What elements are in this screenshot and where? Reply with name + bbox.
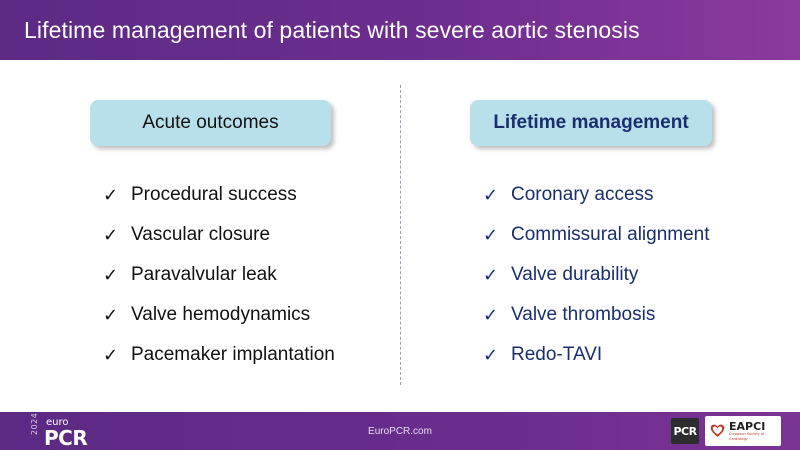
list-item: [103, 335, 335, 375]
checkmark-icon: ✓: [483, 264, 499, 286]
footer-bar: [0, 412, 800, 450]
title-bar: [0, 0, 800, 60]
eapci-label: EAPCI: [729, 419, 766, 433]
column-divider: [400, 85, 401, 385]
checkmark-icon: ✓: [483, 184, 499, 206]
pcr-badge[interactable]: PCR: [671, 418, 699, 444]
heart-icon: [709, 422, 726, 440]
logo-brand: PCR: [44, 426, 88, 450]
list-item-label: Paravalvular leak: [131, 264, 277, 285]
list-item-label: Coronary access: [511, 184, 654, 205]
list-item: [483, 175, 710, 215]
checkmark-icon: ✓: [103, 184, 119, 206]
list-item: [483, 215, 710, 255]
list-item-label: Valve durability: [511, 264, 639, 285]
page-title: Lifetime management of patients with severe aortic stenosis: [24, 16, 640, 43]
list-item-label: Pacemaker implantation: [131, 344, 335, 365]
acute-outcomes-heading: Acute outcomes: [90, 100, 331, 146]
checkmark-icon: ✓: [103, 224, 119, 246]
list-item-label: Valve thrombosis: [511, 304, 656, 325]
checkmark-icon: ✓: [103, 344, 119, 366]
list-item-label: Vascular closure: [131, 224, 271, 245]
checkmark-icon: ✓: [483, 224, 499, 246]
list-item-label: Commissural alignment: [511, 224, 710, 245]
eapci-logo[interactable]: [705, 416, 781, 446]
eapci-subtitle: European Society of Cardiology: [729, 431, 765, 441]
list-item-label: Procedural success: [131, 184, 297, 205]
logo-year: 2024: [30, 412, 39, 435]
list-item: [483, 295, 710, 335]
list-item: [103, 295, 335, 335]
list-item: [483, 255, 710, 295]
list-item: [483, 335, 710, 375]
list-item-label: Redo-TAVI: [511, 344, 603, 365]
footer-url[interactable]: EuroPCR.com: [368, 426, 432, 437]
checkmark-icon: ✓: [483, 304, 499, 326]
list-item-label: Valve hemodynamics: [131, 304, 311, 325]
list-item: [103, 175, 335, 215]
list-item: [103, 255, 335, 295]
checkmark-icon: ✓: [483, 344, 499, 366]
lifetime-management-heading: Lifetime management: [470, 100, 712, 146]
logo-prefix: euro: [46, 417, 69, 428]
checkmark-icon: ✓: [103, 304, 119, 326]
checkmark-icon: ✓: [103, 264, 119, 286]
acute-outcomes-list: [103, 175, 335, 375]
list-item: [103, 215, 335, 255]
lifetime-management-list: [483, 175, 710, 375]
